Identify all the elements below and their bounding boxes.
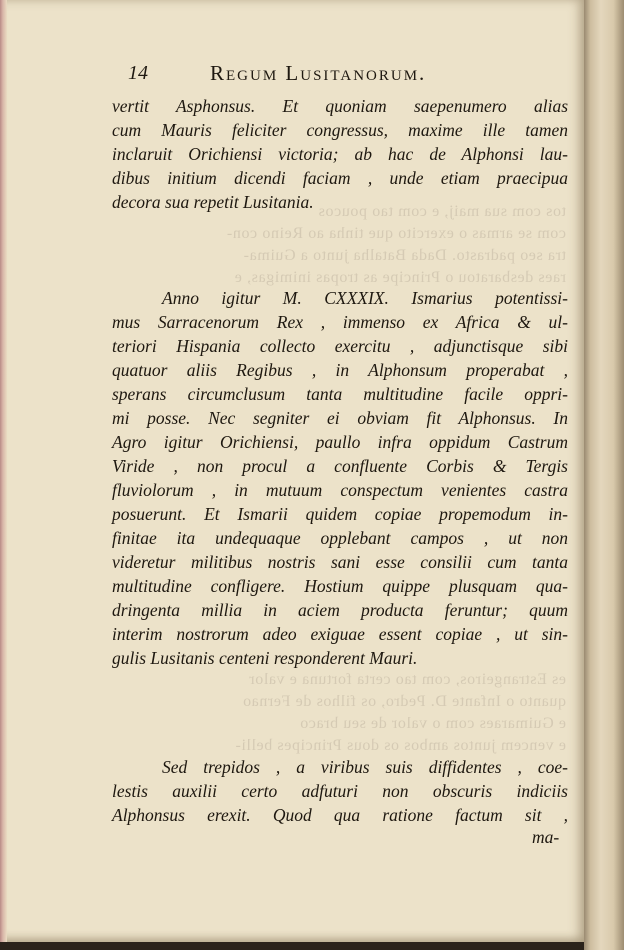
text-line: videretur militibus nostris sani esse consilii cum tanta: [112, 552, 568, 572]
text-line: decora sua repetit Lusitania.: [112, 192, 314, 212]
text-line: Viride , non procul a confluente Corbis & Tergis: [112, 456, 568, 476]
text-line: dibus initium dicendi faciam , unde etiam praecipua: [112, 168, 568, 188]
text-line: mi posse. Nec segniter ei obviam fit Alphonsus. In: [112, 408, 568, 428]
text-line: finitae ita undequaque opplebant campos , ut non: [112, 528, 568, 548]
show-through-line: es Estrangeiros, com tao certa fortuna e valor: [248, 671, 566, 688]
text-line: dringenta millia in aciem producta feruntur; quum: [112, 600, 568, 620]
text-line: sperans circumclusum tanta multitudine facile oppri-: [112, 384, 568, 404]
text-line: lestis auxilii certo adfuturi non obscuris indiciis: [112, 781, 568, 801]
text-line: teriori Hispania collecto exercitu , adjunctisque sibi: [112, 336, 568, 356]
text-line: Anno igitur M. CXXXIX. Ismarius potentissi-: [162, 288, 568, 308]
text-line: quatuor aliis Regibus , in Alphonsum properabat ,: [112, 360, 568, 380]
text-line: Agro igitur Orichiensi, paullo infra oppidum Castrum: [112, 432, 568, 452]
text-line: vertit Asphonsus. Et quoniam saepenumero alias: [112, 96, 568, 116]
running-title: Regum Lusitanorum.: [210, 61, 427, 85]
text-line: posuerunt. Et Ismarii quidem copiae propemodum in-: [112, 504, 568, 524]
paragraph-2: [112, 286, 568, 670]
text-line: cum Mauris feliciter congressus, maxime ille tamen: [112, 120, 568, 140]
text-line: inclaruit Orichiensi victoria; ab hac de Alphonsi lau-: [112, 144, 568, 164]
text-line: multitudine confligere. Hostium quippe plusquam qua-: [112, 576, 568, 596]
catchword: ma-: [532, 827, 560, 847]
show-through-line: e Guimaraes com o valor de seu braco: [299, 715, 566, 732]
show-through-line: tra seo padrasto. Dada Batalha junto a Guima-: [243, 247, 566, 264]
text-line: interim nostrorum adeo exiguae essent copiae , ut sin-: [112, 624, 568, 644]
text-line: fluviolorum , in mutuum conspectum venientes castra: [112, 480, 568, 500]
page-number: 14: [128, 62, 148, 84]
text-line: Alphonsus erexit. Quod qua ratione factum sit ,: [112, 805, 568, 825]
text-line: mus Sarracenorum Rex , immenso ex Africa & ul-: [112, 312, 568, 332]
paragraph-1: [112, 94, 568, 214]
adjacent-page-edge: [582, 0, 624, 950]
show-through-line: tos com sua maij, e com tao poucos: [318, 203, 566, 220]
text-line: Sed trepidos , a viribus suis diffidentes , coe-: [162, 757, 568, 777]
show-through-line: e vencem juntos ambos os dous Principes belli-: [234, 737, 566, 754]
text-line: gulis Lusitanis centeni responderent Mauri.: [112, 648, 418, 668]
page-gutter-edge: [0, 0, 7, 942]
show-through-line: com se armas o exercito que tinha ao Reino con-: [226, 225, 566, 242]
paragraph-3: [112, 755, 568, 827]
show-through-line: quanto o Infante D. Pedro, os filhos de Fernao: [242, 693, 566, 710]
show-through-line: raes desbaratou o Principe as tropas inimigas, e: [234, 269, 566, 286]
